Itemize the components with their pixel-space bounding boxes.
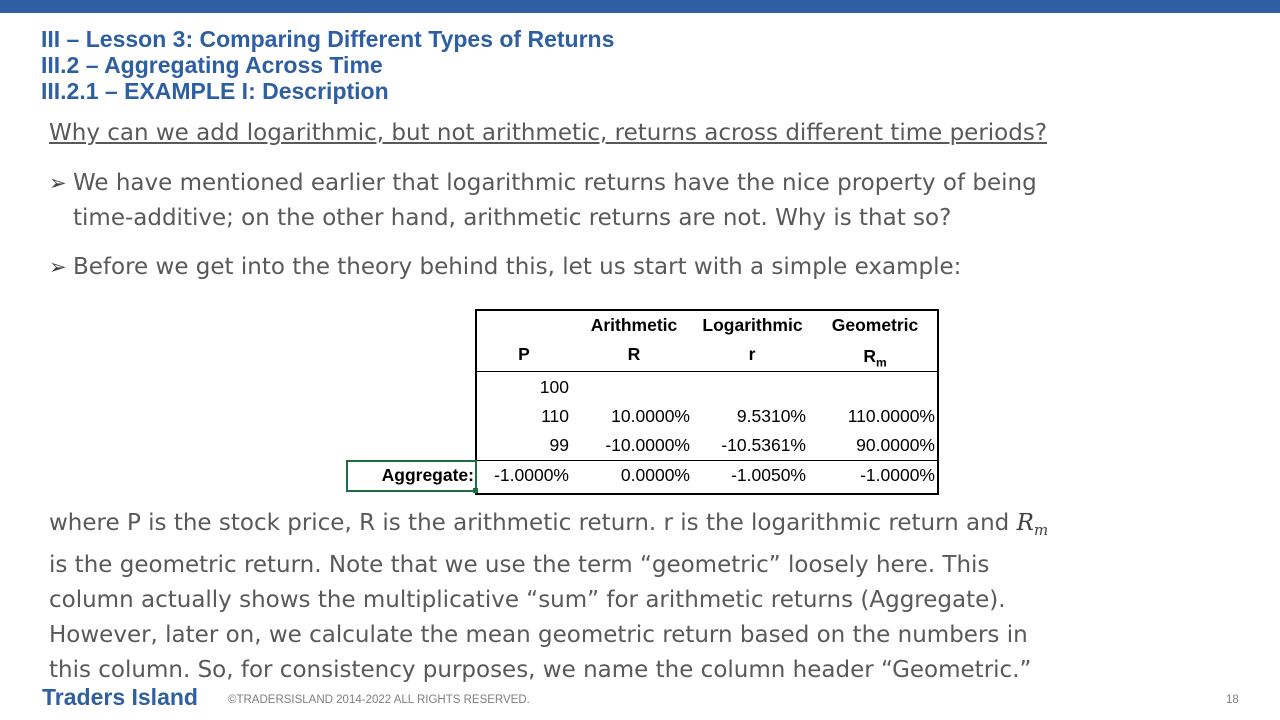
section-title: III.2 – Aggregating Across Time bbox=[41, 52, 383, 78]
cell-agg-arith: 0.0000% bbox=[620, 465, 690, 485]
question-heading: Why can we add logarithmic, but not arithmetic, returns across different time periods? bbox=[49, 120, 1048, 146]
cell-p-2: 110 bbox=[541, 406, 569, 426]
arrow-bullet-icon: ➢ bbox=[49, 171, 67, 195]
header-rm-base: R bbox=[863, 346, 876, 366]
cell-p-3: 99 bbox=[549, 435, 569, 455]
header-geometric: Geometric bbox=[831, 315, 919, 335]
cell-arith-3: -10.0000% bbox=[605, 435, 690, 455]
lesson-title: III – Lesson 3: Comparing Different Types of Returns bbox=[41, 26, 615, 52]
bullet-text: Before we get into the theory behind this, let us start with a simple example: bbox=[73, 254, 962, 280]
header-divider bbox=[475, 371, 939, 372]
bullet-point bbox=[49, 250, 1219, 285]
fill-handle[interactable] bbox=[473, 488, 478, 493]
cell-p-1: 100 bbox=[539, 377, 569, 397]
page-number: 18 bbox=[1226, 694, 1239, 706]
paragraph-line: However, later on, we calculate the mean geometric return based on the numbers in bbox=[49, 622, 1028, 648]
arrow-bullet-icon: ➢ bbox=[49, 255, 67, 279]
bullet-text: We have mentioned earlier that logarithmic returns have the nice property of being time-additive; on the other hand, arithmetic returns are not. Why is that so? bbox=[73, 170, 1037, 231]
brand-logo-text: Traders Island bbox=[42, 684, 198, 710]
cell-agg-log: -1.0050% bbox=[731, 465, 806, 485]
paragraph-line bbox=[49, 506, 1239, 548]
slide-titles bbox=[41, 26, 614, 104]
paragraph-line: is the geometric return. Note that we use the term “geometric” loosely here. This bbox=[49, 552, 990, 578]
rm-sub: m bbox=[1033, 521, 1049, 539]
cell-agg-geo: -1.0000% bbox=[860, 465, 935, 485]
cell-arith-2: 10.0000% bbox=[611, 406, 690, 426]
cell-geo-2: 110.0000% bbox=[847, 406, 935, 426]
subsection-title: III.2.1 – EXAMPLE I: Description bbox=[41, 78, 389, 104]
paragraph-line: column actually shows the multiplicative “sum” for arithmetic returns (Aggregate). bbox=[49, 587, 1006, 613]
header-arithmetic: Arithmetic bbox=[590, 315, 678, 335]
cell-geo-3: 90.0000% bbox=[856, 435, 935, 455]
header-logarithmic: Logarithmic bbox=[702, 315, 803, 335]
header-rm-sub: m bbox=[875, 355, 887, 370]
cell-log-2: 9.5310% bbox=[736, 406, 806, 426]
cell-log-3: -10.5361% bbox=[721, 435, 806, 455]
bullet-point bbox=[49, 166, 1219, 236]
cell-agg-p: -1.0000% bbox=[494, 465, 569, 485]
rm-base: R bbox=[1016, 510, 1034, 536]
header-r-log: r bbox=[748, 344, 756, 364]
header-r-arith: R bbox=[627, 344, 641, 364]
rm-symbol bbox=[1016, 510, 1049, 539]
top-accent-bar bbox=[0, 0, 1280, 13]
header-rm bbox=[855, 346, 895, 370]
paragraph-line-text: where P is the stock price, R is the arithmetic return. r is the logarithmic return and bbox=[49, 510, 1017, 536]
paragraph-line: this column. So, for consistency purposes, we name the column header “Geometric.” bbox=[49, 657, 1032, 683]
copyright-notice: ©TRADERSISLAND 2014-2022 ALL RIGHTS RESERVED. bbox=[228, 694, 530, 706]
aggregate-label: Aggregate: bbox=[381, 465, 474, 485]
explanation-paragraph bbox=[49, 506, 1239, 688]
header-p: P bbox=[518, 344, 530, 364]
